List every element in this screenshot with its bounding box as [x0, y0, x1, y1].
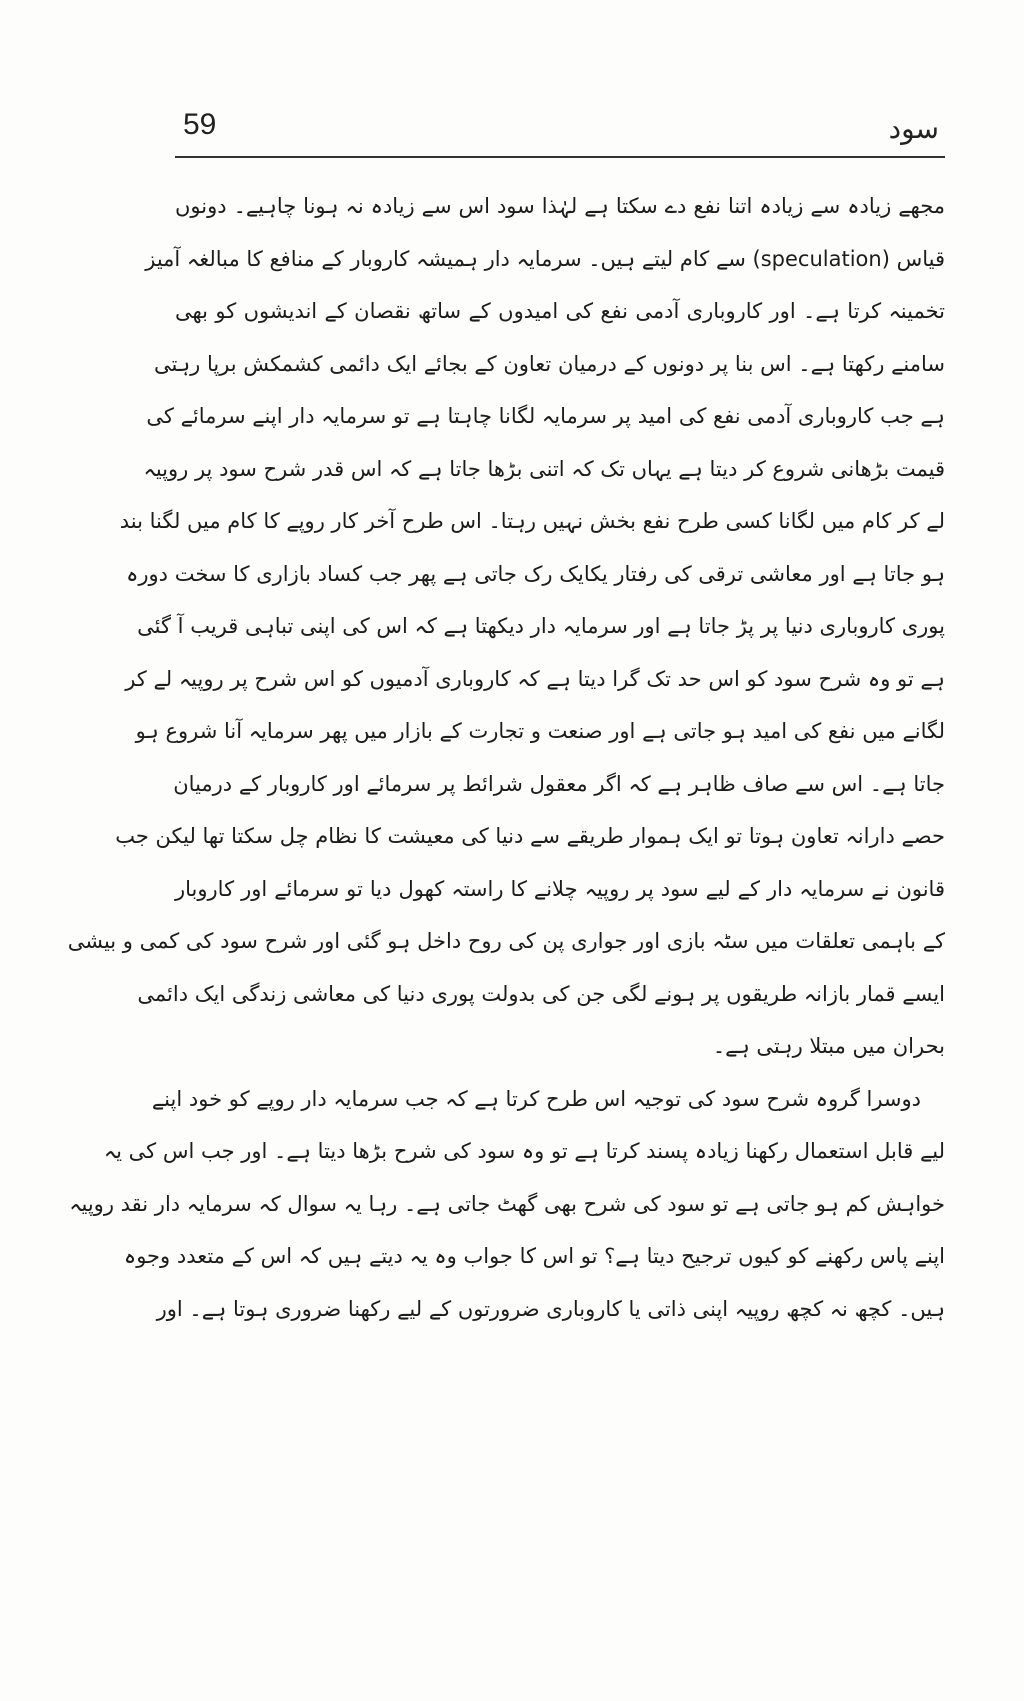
text-line: لگانے میں نفع کی امید ہو جاتی ہے اور صنعت و تجارت کے بازار میں پھر سرمایہ آنا شروع ہو [135, 719, 945, 743]
text-line: قیمت بڑھانی شروع کر دیتا ہے یہاں تک کہ اتنی بڑھا جاتا ہے کہ اس قدر شرح سود پر روپیہ [143, 456, 945, 481]
running-title: سود [888, 112, 939, 145]
text-line: تخمینہ کرتا ہے۔ اور کاروباری آدمی نفع کی امیدوں کے ساتھ نقصان کے اندیشوں کو بھی [175, 299, 945, 323]
text-line: دوسرا گروہ شرح سود کی توجیہ اس طرح کرتا ہے کہ جب سرمایہ دار روپے کو خود اپنے [151, 1086, 921, 1111]
header-rule [175, 156, 945, 158]
text-line: ہے تو وہ شرح سود کو اس حد تک گرا دیتا ہے کہ کاروباری آدمیوں کو اس شرح پر روپیہ لے کر [125, 666, 945, 691]
text-line: قیاس (speculation) سے کام لیتے ہیں۔ سرمایہ دار ہمیشہ کاروبار کے منافع کا مبالغہ آمیز [145, 246, 945, 271]
text-line: کے باہمی تعلقات میں سٹہ بازی اور جواری پن کی روح داخل ہو گئی اور شرح سود کی کمی و بیشی [67, 929, 945, 953]
text-line: پوری کاروباری دنیا پر پڑ جاتا ہے اور سرمایہ دار دیکھتا ہے کہ اس کی اپنی تباہی قریب آ گئی [137, 614, 945, 638]
text-line: مجھے زیادہ سے زیادہ اتنا نفع دے سکتا ہے لہٰذا سود اس سے زیادہ نہ ہونا چاہیے۔ دونوں [175, 194, 945, 218]
page-header [175, 100, 945, 160]
body-text [67, 180, 945, 1335]
text-line: لے کر کام میں لگانا کسی طرح نفع بخش نہیں رہتا۔ اس طرح آخر کار روپے کا کام میں لگنا بند [119, 509, 945, 533]
text-line: سامنے رکھتا ہے۔ اس بنا پر دونوں کے درمیان تعاون کے بجائے ایک دائمی کشمکش برپا رہتی [154, 351, 945, 376]
page-number: 59 [183, 108, 217, 141]
text-line: ہے جب کاروباری آدمی نفع کی امید پر سرمایہ لگانا چاہتا ہے تو سرمایہ دار اپنے سرمائے کی [146, 404, 945, 428]
text-line: ہو جاتا ہے اور معاشی ترقی کی رفتار یکایک رک جاتی ہے پھر جب کساد بازاری کا سخت دورہ [126, 561, 945, 586]
text-line: جاتا ہے۔ اس سے صاف ظاہر ہے کہ اگر معقول شرائط پر سرمائے اور کاروبار کے درمیان [173, 771, 945, 796]
text-line: لیے قابل استعمال رکھنا زیادہ پسند کرتا ہے تو وہ سود کی شرح بڑھا دیتا ہے۔ اور جب اس کی یہ [103, 1139, 945, 1163]
text-line: ایسے قمار بازانہ طریقوں پر ہونے لگی جن کی بدولت پوری دنیا کی معاشی زندگی ایک دائمی [137, 981, 945, 1006]
text-line: قانون نے سرمایہ دار کے لیے سود پر روپیہ چلانے کا راستہ کھول دیا تو سرمائے اور کاروبار [175, 876, 945, 901]
text-line: ہیں۔ کچھ نہ کچھ روپیہ اپنی ذاتی یا کاروباری ضرورتوں کے لیے رکھنا ضروری ہوتا ہے۔ اور [156, 1296, 945, 1321]
text-line: حصے دارانہ تعاون ہوتا تو ایک ہموار طریقے سے دنیا کی معیشت کا نظام چل سکتا تھا لیکن جب [115, 824, 945, 848]
text-line: خواہش کم ہو جاتی ہے تو سود کی شرح بھی گھٹ جاتی ہے۔ رہا یہ سوال کہ سرمایہ دار نقد روپیہ [69, 1191, 945, 1216]
text-line: بحران میں مبتلا رہتی ہے۔ [712, 1034, 945, 1058]
text-line: اپنے پاس رکھنے کو کیوں ترجیح دیتا ہے؟ تو اس کا جواب وہ یہ دیتے ہیں کہ اس کے متعدد وجوہ [123, 1244, 945, 1268]
